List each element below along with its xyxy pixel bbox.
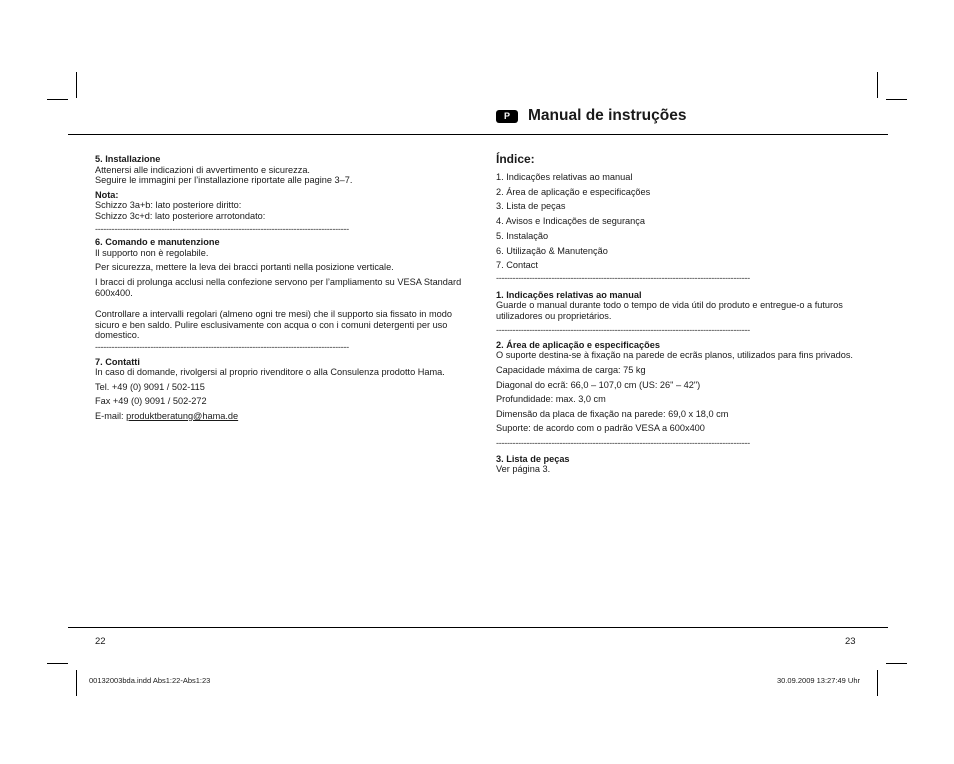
index-item: 6. Utilização & Manutenção bbox=[496, 245, 608, 256]
section-heading: 2. Área de aplicação e especificações bbox=[496, 339, 660, 350]
section-text: I bracci di prolunga acclusi nella confezione servono per l’ampliamento su VESA Standard 600x400. bbox=[95, 276, 462, 298]
section-text: Controllare a intervalli regolari (almeno ogni tre mesi) che il supporto sia fissato in modo sicuro e ben saldo. Pulire esclusivamente con acqua o con i comuni detergenti per uso domestico. bbox=[95, 309, 452, 341]
email-line bbox=[95, 411, 465, 422]
index-item: 7. Contact bbox=[496, 260, 538, 271]
section-heading: 7. Contatti bbox=[95, 356, 140, 367]
spec-item: Capacidade máxima de carga: 75 kg bbox=[496, 365, 646, 376]
page-header bbox=[496, 107, 686, 125]
crop-mark bbox=[886, 99, 907, 100]
file-slug: 00132003bda.indd Abs1:22-Abs1:23 bbox=[89, 676, 211, 685]
crop-mark bbox=[47, 99, 68, 100]
section-text: Ver página 3. bbox=[496, 464, 551, 475]
page-number-left: 22 bbox=[95, 636, 106, 647]
language-badge: P bbox=[496, 110, 518, 123]
spec-item: Suporte: de acordo com o padrão VESA a 600x400 bbox=[496, 423, 705, 434]
note-heading: Nota: bbox=[95, 189, 119, 200]
crop-mark bbox=[877, 670, 878, 696]
section-heading: 3. Lista de peças bbox=[496, 453, 570, 464]
left-column bbox=[95, 154, 465, 421]
section-text: Per sicurezza, mettere la leva dei bracci portanti nella posizione verticale. bbox=[95, 262, 394, 273]
crop-mark bbox=[877, 72, 878, 98]
section-heading: 5. Installazione bbox=[95, 154, 161, 164]
email-label: E-mail: bbox=[95, 410, 127, 421]
dashed-separator: -------------------------------------------------------------------------------------------- bbox=[496, 272, 750, 283]
crop-mark bbox=[47, 663, 68, 664]
section-heading: 1. Indicações relativas ao manual bbox=[496, 289, 642, 300]
page-number-right: 23 bbox=[845, 636, 856, 647]
section-text: Guarde o manual durante todo o tempo de vida útil do produto e entregue-o a futuros utilizadores ou proprietários. bbox=[496, 300, 843, 321]
footer-rule bbox=[68, 627, 888, 628]
dashed-separator: -------------------------------------------------------------------------------------------- bbox=[496, 325, 750, 336]
phone-number: Tel. +49 (0) 9091 / 502-115 bbox=[95, 381, 205, 392]
dashed-separator: -------------------------------------------------------------------------------------------- bbox=[95, 223, 349, 234]
section-text: Attenersi alle indicazioni di avvertimento e sicurezza. Seguire le immagini per l’installazione riportate alle pagine 3–7. bbox=[95, 164, 353, 186]
spec-item: Diagonal do ecrã: 66,0 – 107,0 cm (US: 26" – 42") bbox=[496, 379, 701, 390]
dashed-separator: -------------------------------------------------------------------------------------------- bbox=[496, 438, 750, 449]
section-text: O suporte destina-se à fixação na parede de ecrãs planos, utilizados para fins privados. bbox=[496, 350, 853, 361]
section-text: In caso di domande, rivolgersi al proprio rivenditore o alla Consulenza prodotto Hama. bbox=[95, 367, 445, 378]
email-link[interactable]: produktberatung@hama.de bbox=[126, 410, 239, 421]
fax-number: Fax +49 (0) 9091 / 502-272 bbox=[95, 396, 207, 407]
right-column bbox=[496, 152, 856, 475]
section-heading: 6. Comando e manutenzione bbox=[95, 237, 220, 248]
index-item: 4. Avisos e Indicações de segurança bbox=[496, 216, 645, 227]
page-title: Manual de instruções bbox=[528, 107, 687, 124]
index-item: 2. Área de aplicação e especificações bbox=[496, 186, 651, 197]
index-item: 1. Indicações relativas ao manual bbox=[496, 172, 633, 182]
spec-item: Dimensão da placa de fixação na parede: 69,0 x 18,0 cm bbox=[496, 408, 729, 419]
header-rule bbox=[68, 134, 888, 135]
index-heading: Índice: bbox=[496, 152, 535, 166]
dashed-separator: -------------------------------------------------------------------------------------------- bbox=[95, 341, 349, 352]
index-item: 5. Instalação bbox=[496, 230, 549, 241]
crop-mark bbox=[76, 72, 77, 98]
crop-mark bbox=[886, 663, 907, 664]
index-item: 3. Lista de peças bbox=[496, 201, 566, 212]
section-text: Il supporto non è regolabile. bbox=[95, 247, 209, 258]
print-timestamp: 30.09.2009 13:27:49 Uhr bbox=[777, 676, 860, 685]
spec-item: Profundidade: max. 3,0 cm bbox=[496, 394, 606, 405]
note-text: Schizzo 3a+b: lato posteriore diritto: Schizzo 3c+d: lato posteriore arrotondato: bbox=[95, 200, 266, 221]
crop-mark bbox=[76, 670, 77, 696]
